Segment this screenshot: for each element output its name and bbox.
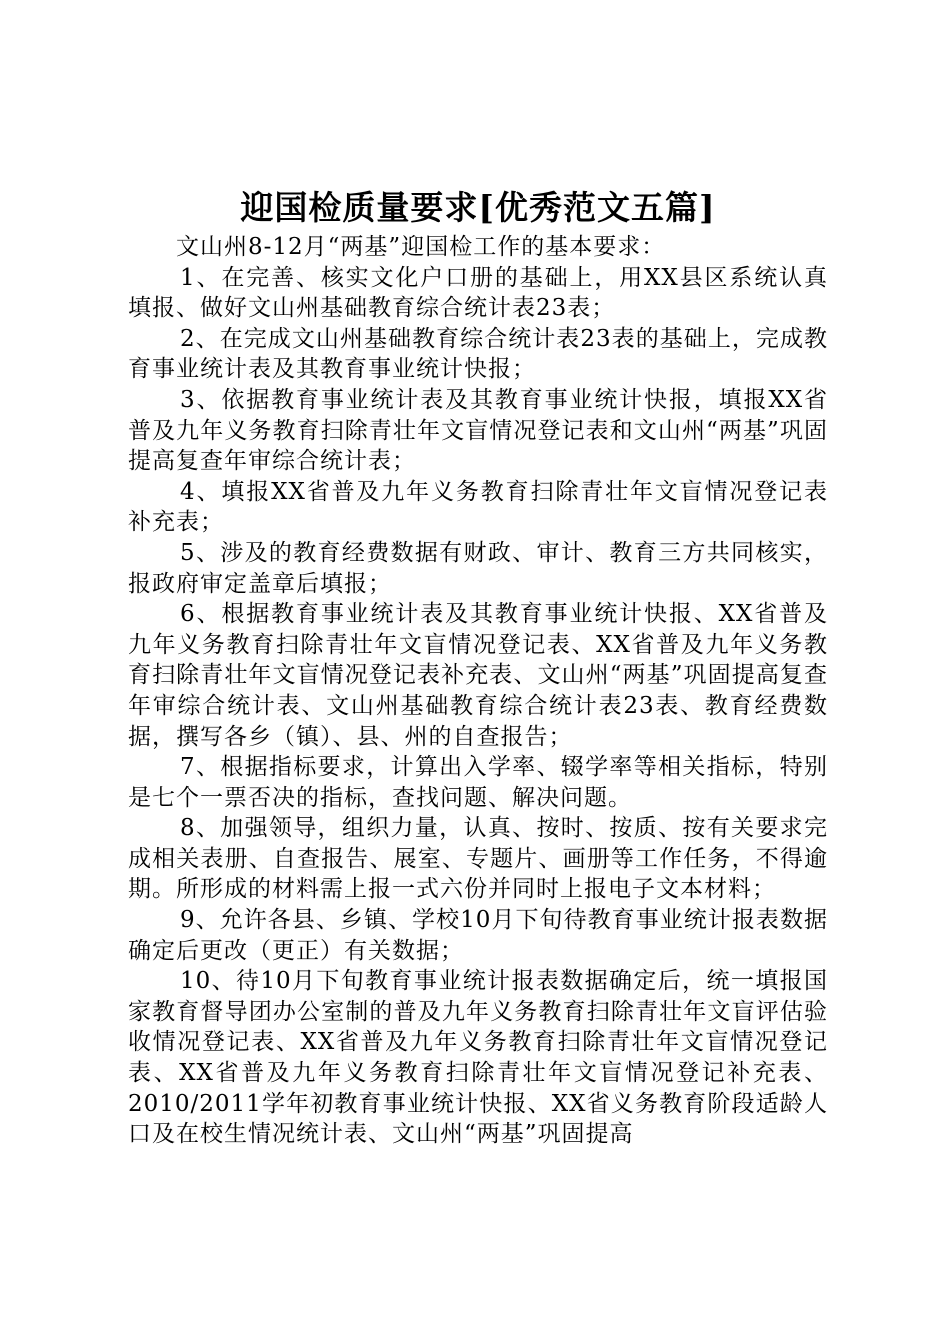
- document-body: [128, 232, 828, 1150]
- document-title: 迎国检质量要求[优秀范文五篇]: [240, 188, 716, 227]
- requirement-item-2: 2、在完成文山州基础教育综合统计表23表的基础上，完成教育事业统计表及其教育事业统计快报；: [128, 325, 828, 383]
- intro-paragraph: 文山州8-12月“两基”迎国检工作的基本要求：: [176, 234, 666, 260]
- requirement-item-1: 1、在完善、核实文化户口册的基础上，用XX县区系统认真填报、做好文山州基础教育综合统计表23表；: [128, 264, 828, 322]
- requirement-item-4: 4、填报XX省普及九年义务教育扫除青壮年文盲情况登记表补充表；: [128, 478, 828, 536]
- requirement-item-6: 6、根据教育事业统计表及其教育事业统计快报、XX省普及九年义务教育扫除青壮年文盲情况登记表、XX省普及九年义务教育扫除青壮年文盲情况登记表补充表、文山州“两基”巩固提高复查年审综合统计表、文山州基础教育综合统计表23表、教育经费数据，撰写各乡（镇）、县、州的自查报告；: [128, 601, 828, 750]
- requirement-item-3: 3、依据教育事业统计表及其教育事业统计快报，填报XX省普及九年义务教育扫除青壮年文盲情况登记表和文山州“两基”巩固提高复查年审综合统计表；: [128, 386, 828, 475]
- requirement-item-9: 9、允许各县、乡镇、学校10月下旬待教育事业统计报表数据确定后更改（更正）有关数据；: [128, 907, 828, 964]
- requirement-item-5: 5、涉及的教育经费数据有财政、审计、教育三方共同核实，报政府审定盖章后填报；: [128, 539, 828, 597]
- requirement-item-8: 8、加强领导，组织力量，认真、按时、按质、按有关要求完成相关表册、自查报告、展室、专题片、画册等工作任务，不得逾期。所形成的材料需上报一式六份并同时上报电子文本材料；: [128, 815, 828, 903]
- requirement-item-10: 10、待10月下旬教育事业统计报表数据确定后，统一填报国家教育督导团办公室制的普及九年义务教育扫除青壮年文盲评估验收情况登记表、XX省普及九年义务教育扫除青壮年文盲情况登记表、XX省普及九年义务教育扫除青壮年文盲情况登记补充表、2010/2011学年初教育事业统计快报、XX省义务教育阶段适龄人口及在校生情况统计表、文山州“两基”巩固提高: [128, 968, 828, 1148]
- requirement-item-7: 7、根据指标要求，计算出入学率、辍学率等相关指标，特别是七个一票否决的指标，查找问题、解决问题。: [128, 754, 828, 811]
